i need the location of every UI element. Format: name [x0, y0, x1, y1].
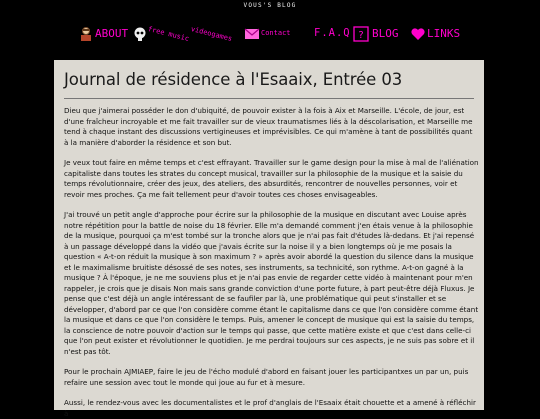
nav-videogames-label: videogames [190, 25, 233, 43]
article-panel [54, 60, 484, 418]
svg-text:?: ? [358, 30, 364, 41]
nav-free-music-label: free music [147, 25, 190, 43]
nav-blog-label: BLOG [372, 27, 399, 40]
main-nav [78, 20, 468, 48]
article-paragraph: Dieu que j'aimerai posséder le don d'ubiquité, de pouvoir exister à la fois à Aix et Marseille. L'école, de jour, est d'une fraîcheur incroyable et me fait travailler sur de vieux traumatismes liés à la déscolarisation, et Marseille me tend à chaque instant des discussions vertigineuses et imprévisibles. Ce qui m'amène à tant de possibilités quant à la manière d'aborder la résidence et son but. [64, 106, 473, 147]
person-icon [78, 26, 94, 42]
heart-icon [410, 26, 426, 42]
nav-faq-label: F.A.Q [314, 27, 351, 39]
article-body [64, 106, 479, 419]
article-paragraph: Je veux tout faire en même temps et c'est effrayant. Travailler sur le game design pour la mise à mal de l'aliénation capitaliste dans toutes les strates du concept musical, travailler sur la philosophie de la musique et la saisie du temps révolutionnaire, créer des jeux, des ateliers, des absurdités, rencontrer de nouvelles personnes, voir et revoir mes proches. Ça me fait tellement peur d'avoir toutes ces choses envisageables. [64, 158, 479, 199]
article-paragraph: Pour le prochain AJMIAEP, faire le jeu de l'écho modulé d'abord en faisant jouer les participantxes un par un, puis refaire une session avec tout le monde qui joue au fur et à mesure. [64, 367, 469, 387]
article-paragraph: Aussi, le rendez-vous avec les documentalistes et le prof d'anglais de l'Esaaix était chouette et a amené à réfléchir à [64, 398, 476, 418]
nav-about-label: ABOUT [95, 27, 129, 40]
question-icon [353, 26, 369, 42]
skull-icon [132, 26, 148, 42]
article-paragraph: J'ai trouvé un petit angle d'approche pour écrire sur la philosophie de la musique en discutant avec Louise après notre répétition pour la battle de noise du 18 février. Elle m'a demandé comment j'en étais venue à la philosophie de la musique, pourquoi ça m'est tombé sur la tronche alors que je n'ai pas fait d'études là-dedans. Et j'ai repensé à un passage développé dans la vidéo que j'avais écrite sur la noise il y a bien longtemps où je me posais la question « A-t-on réduit la musique à son maximum ? » après avoir abordé la question du silence dans la musique et le maximalisme bruitiste désossé de ses notes, ses instruments, sa technicité, son rythme. A-t-on gagné à la musique ? À l'époque, je ne me souviens plus et je n'ai pas envie de regarder cette vidéo à maintenant pour m'en rappeler, je crois que je disais Non mais sans grande conviction d'une porte future, à part peut-être déjà Fluxus. Je pense que c'est déjà un angle intéressant de se faufiler par là, une problématique qui peut s'installer et se développer, d'abord par ce que l'on considère comme étant le capitalisme dans ce que l'on considère comme étant la musique et dans ce que l'on considère le temps. Puis, amener le concept de musique qui est la saisie du temps, la conscience de notre pouvoir d'action sur le temps qui passe, que cette matière existe et que c'est dans celle-ci que l'on peut exister et révolutionner le quotidien. Je me perdrai toujours sur ces aspects, je ne suis pas sobre et il n'est pas tôt. [64, 210, 479, 356]
article-title: Journal de résidence à l'Esaaix, Entrée 03 [64, 70, 474, 99]
nav-contact-label: Contact [261, 29, 291, 37]
nav-links-label: LINKS [427, 27, 461, 40]
envelope-icon [244, 26, 260, 42]
site-title: VOUS'S BLOG [243, 2, 297, 9]
